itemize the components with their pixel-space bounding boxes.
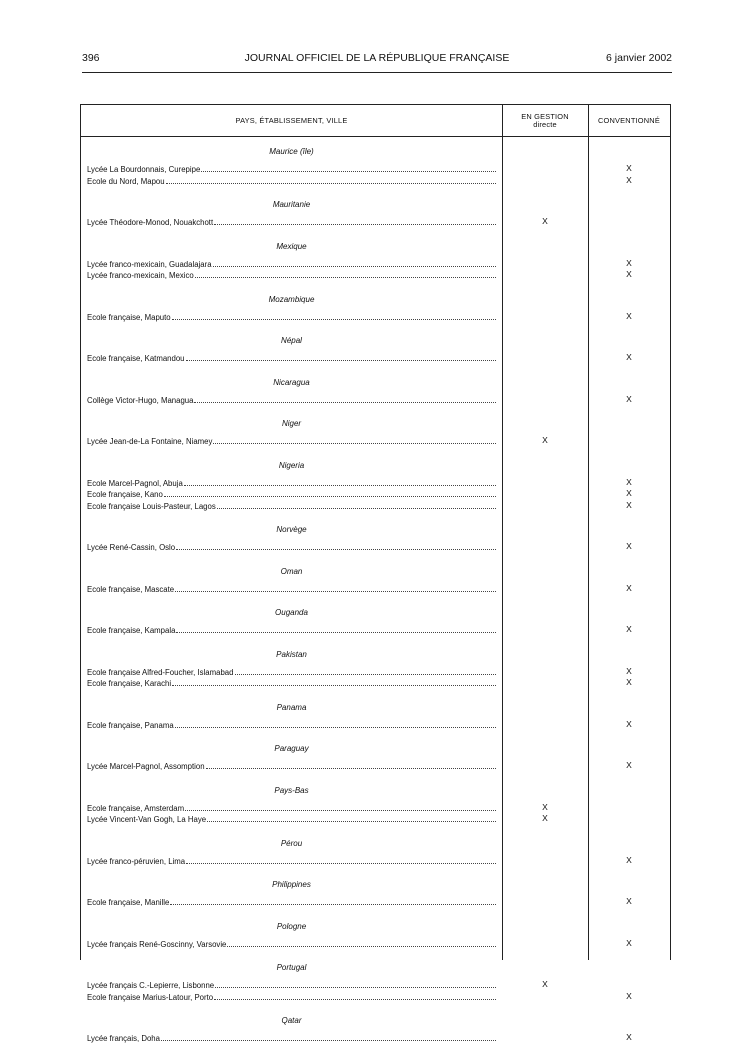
- column-divider: [588, 105, 589, 960]
- leader-dots: [175, 720, 496, 728]
- leader-dots: [215, 980, 496, 988]
- school-name: Ecole française, Amsterdam: [87, 803, 185, 813]
- column-header-gestion-directe: EN GESTION directe: [521, 111, 569, 129]
- school-name: Lycée Théodore-Monod, Nouakchott: [87, 218, 214, 227]
- country-heading: Norvège: [276, 525, 307, 534]
- country-heading: Mauritanie: [272, 200, 311, 209]
- school-name: Lycée Jean-de-La Fontaine, Niamey: [87, 437, 213, 446]
- conventionne-mark: X: [626, 677, 632, 687]
- country-heading: Maurice (île): [269, 147, 314, 156]
- column-divider: [502, 105, 503, 960]
- school-row: [87, 980, 496, 991]
- country-heading: Pakistan: [276, 649, 307, 659]
- header-rule: [82, 72, 672, 73]
- leader-dots: [170, 897, 496, 905]
- school-name: Lycée français, Doha: [87, 1034, 160, 1043]
- schools-table: [80, 104, 671, 1043]
- school-name: Ecole française Alfred-Foucher, Islamabad: [87, 667, 234, 677]
- leader-dots: [164, 489, 496, 497]
- school-row: [87, 489, 496, 500]
- leader-dots: [175, 584, 496, 592]
- school-row: [87, 259, 496, 270]
- gestion-directe-mark: X: [542, 979, 548, 989]
- country-heading: Panama: [276, 702, 307, 712]
- leader-dots: [213, 436, 496, 444]
- school-row: [87, 1033, 496, 1044]
- gestion-directe-mark: X: [542, 801, 548, 812]
- country-heading: Oman: [280, 566, 303, 576]
- school-name: Lycée La Bourdonnais, Curepipe: [87, 165, 201, 174]
- country-heading: Portugal: [276, 963, 307, 972]
- school-name: Lycée franco-péruvien, Lima: [87, 856, 186, 866]
- school-row: [87, 678, 496, 689]
- school-row: [87, 353, 496, 364]
- school-name: Ecole du Nord, Mapou: [87, 176, 165, 186]
- country-heading: Philippines: [272, 880, 311, 889]
- conventionne-mark: X: [626, 476, 632, 487]
- school-row: [87, 897, 496, 908]
- school-row: [87, 542, 496, 553]
- conventionne-mark: X: [626, 854, 632, 865]
- school-row: [87, 992, 496, 1003]
- gestion-directe-mark: X: [542, 216, 548, 226]
- school-row: [87, 761, 496, 772]
- school-row: [87, 312, 496, 323]
- conventionne-mark: X: [626, 665, 632, 676]
- conventionne-mark: X: [626, 718, 632, 729]
- school-row: [87, 625, 496, 636]
- school-row: [87, 217, 496, 228]
- leader-dots: [186, 353, 496, 361]
- leader-dots: [213, 259, 496, 267]
- school-row: [87, 720, 496, 731]
- school-name: Lycée René-Cassin, Oslo: [87, 543, 176, 552]
- conventionne-mark: X: [626, 393, 632, 404]
- leader-dots: [214, 217, 496, 225]
- school-row: [87, 814, 496, 825]
- leader-dots: [201, 164, 496, 172]
- conventionne-mark: X: [626, 990, 632, 1001]
- country-heading: Mozambique: [268, 294, 315, 304]
- gestion-directe-mark: X: [542, 435, 548, 445]
- leader-dots: [166, 176, 496, 184]
- country-heading: Népal: [281, 336, 302, 345]
- conventionne-mark: X: [626, 624, 632, 634]
- conventionne-mark: X: [626, 488, 632, 498]
- leader-dots: [176, 542, 496, 550]
- table-header: [81, 105, 670, 137]
- leader-dots: [227, 939, 496, 947]
- school-name: Lycée franco-mexicain, Guadalajara: [87, 259, 212, 269]
- school-name: Lycée Vincent-Van Gogh, La Haye: [87, 815, 207, 824]
- school-row: [87, 270, 496, 281]
- column-header-conventionne: CONVENTIONNÉ: [598, 115, 660, 125]
- leader-dots: [235, 667, 497, 675]
- school-name: Ecole française Marius-Latour, Porto: [87, 992, 214, 1002]
- school-row: [87, 501, 496, 512]
- conventionne-mark: X: [626, 163, 632, 173]
- leader-dots: [184, 478, 496, 486]
- conventionne-mark: X: [626, 174, 632, 185]
- country-heading: Qatar: [281, 1016, 302, 1025]
- column-header-pays: PAYS, ÉTABLISSEMENT, VILLE: [235, 115, 348, 125]
- school-row: [87, 584, 496, 595]
- conventionne-mark: X: [626, 760, 632, 770]
- conventionne-mark: X: [626, 937, 632, 948]
- leader-dots: [176, 625, 496, 633]
- conventionne-mark: X: [626, 310, 632, 321]
- school-name: Ecole française, Panama: [87, 720, 174, 730]
- country-heading: Pays-Bas: [274, 785, 309, 795]
- leader-dots: [161, 1033, 496, 1041]
- school-name: Ecole française Louis-Pasteur, Lagos: [87, 501, 216, 511]
- country-heading: Niger: [281, 419, 302, 428]
- school-row: [87, 803, 496, 814]
- leader-dots: [207, 814, 496, 822]
- school-row: [87, 939, 496, 950]
- conventionne-mark: X: [626, 582, 632, 593]
- leader-dots: [172, 678, 496, 686]
- leader-dots: [195, 270, 496, 278]
- school-row: [87, 164, 496, 175]
- leader-dots: [172, 312, 496, 320]
- issue-date: 6 janvier 2002: [606, 52, 672, 64]
- leader-dots: [185, 803, 496, 811]
- school-name: Ecole française, Karachi: [87, 679, 172, 688]
- journal-title: JOURNAL OFFICIEL DE LA RÉPUBLIQUE FRANÇAISE: [244, 52, 510, 64]
- leader-dots: [186, 856, 496, 864]
- school-name: Ecole française, Kano: [87, 490, 163, 499]
- school-row: [87, 478, 496, 489]
- school-name: Lycée franco-mexicain, Mexico: [87, 271, 194, 280]
- page-header: [82, 52, 672, 66]
- leader-dots: [194, 395, 496, 403]
- conventionne-mark: X: [626, 896, 632, 906]
- school-name: Lycée français René-Goscinny, Varsovie: [87, 939, 227, 949]
- leader-dots: [206, 761, 496, 769]
- school-name: Lycée français C.-Lepierre, Lisbonne: [87, 981, 215, 990]
- country-heading: Mexique: [276, 241, 307, 251]
- conventionne-mark: X: [626, 352, 632, 362]
- school-name: Collège Victor-Hugo, Managua: [87, 395, 194, 405]
- country-heading: Ouganda: [275, 608, 308, 617]
- country-heading: Nicaragua: [273, 377, 310, 387]
- leader-dots: [217, 501, 496, 509]
- conventionne-mark: X: [626, 499, 632, 510]
- school-row: [87, 856, 496, 867]
- school-name: Ecole Marcel-Pagnol, Abuja: [87, 478, 183, 488]
- conventionne-mark: X: [626, 541, 632, 551]
- school-row: [87, 176, 496, 187]
- school-name: Ecole française, Katmandou: [87, 354, 185, 363]
- school-name: Ecole française, Manille: [87, 898, 170, 907]
- leader-dots: [214, 992, 496, 1000]
- gestion-directe-mark: X: [542, 813, 548, 823]
- school-name: Ecole française, Kampala: [87, 626, 176, 635]
- school-name: Ecole française, Mascate: [87, 584, 175, 594]
- country-heading: Pologne: [276, 921, 307, 931]
- conventionne-mark: X: [626, 257, 632, 268]
- school-row: [87, 436, 496, 447]
- conventionne-mark: X: [626, 269, 632, 279]
- school-name: Ecole française, Maputo: [87, 312, 171, 322]
- conventionne-mark: X: [626, 1032, 632, 1042]
- school-row: [87, 667, 496, 678]
- country-heading: Paraguay: [274, 744, 309, 753]
- country-heading: Nigeria: [278, 460, 305, 470]
- school-name: Lycée Marcel-Pagnol, Assomption: [87, 762, 205, 771]
- country-heading: Pérou: [280, 838, 303, 848]
- page-number: 396: [82, 52, 100, 64]
- school-row: [87, 395, 496, 406]
